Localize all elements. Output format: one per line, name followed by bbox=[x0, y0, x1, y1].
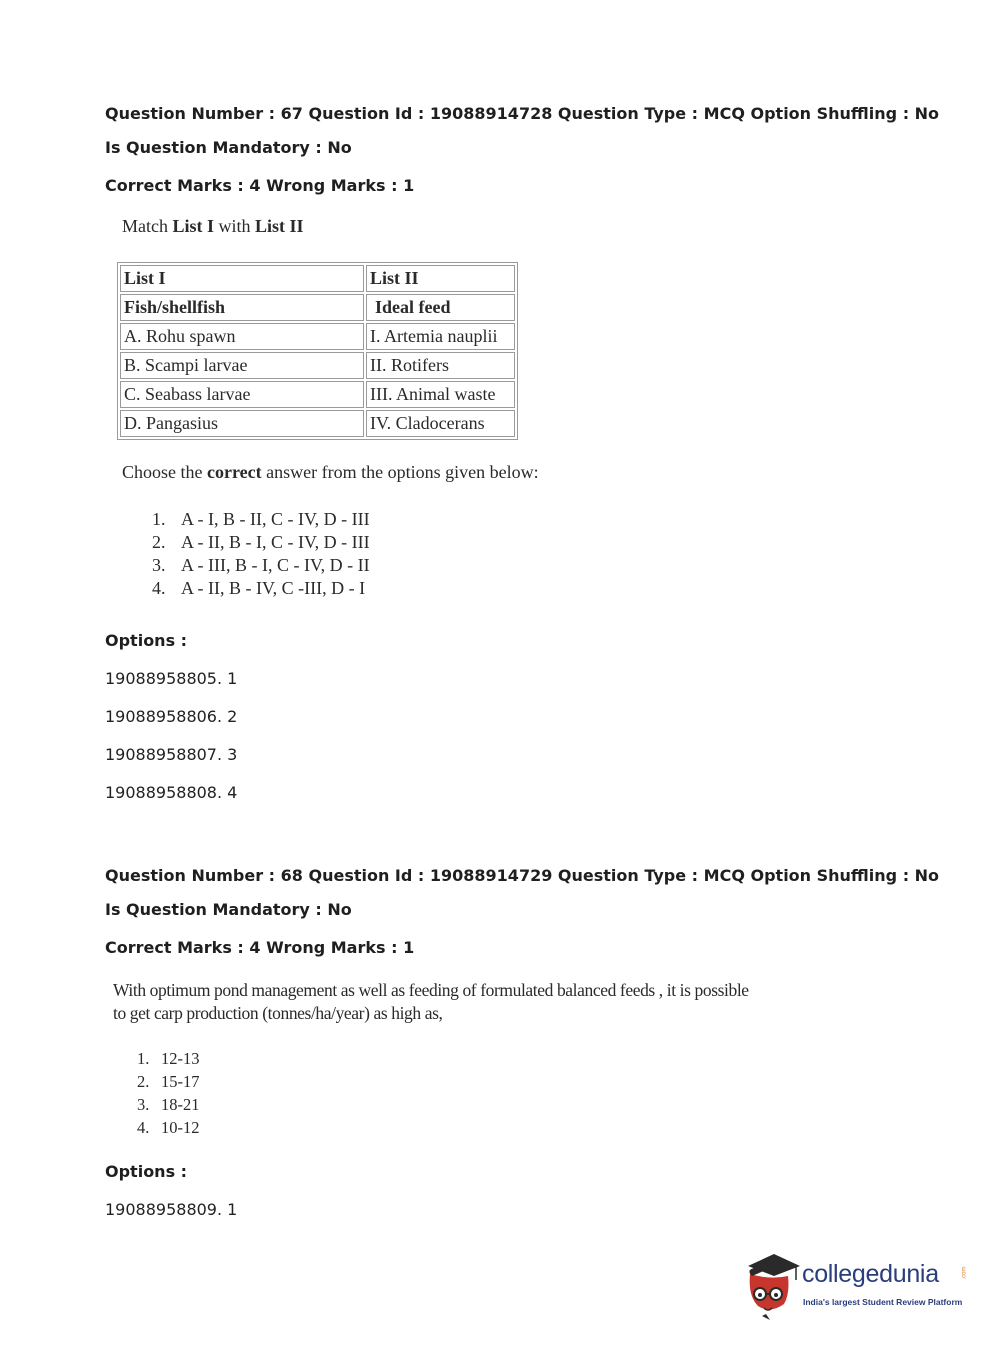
q68-answer-list bbox=[137, 1047, 200, 1139]
table-cell: IV. Cladocerans bbox=[366, 410, 515, 437]
q67-options-label: Options : bbox=[105, 631, 188, 650]
table-row bbox=[120, 352, 515, 379]
list-item: 4. 10-12 bbox=[137, 1118, 200, 1137]
table-row bbox=[120, 294, 515, 321]
list-item: 3. A - III, B - I, C - IV, D - II bbox=[152, 555, 370, 575]
list-item: 2. 15-17 bbox=[137, 1072, 200, 1091]
q68-header-line1: Question Number : 68 Question Id : 19088914729 Question Type : MCQ Option Shuffling : No bbox=[105, 866, 940, 885]
option-item: 19088958806. 2 bbox=[105, 707, 238, 726]
table-cell: List II bbox=[366, 265, 515, 292]
mascot-icon bbox=[740, 1250, 802, 1322]
option-item: 19088958805. 1 bbox=[105, 669, 238, 688]
q68-marks: Correct Marks : 4 Wrong Marks : 1 bbox=[105, 938, 415, 957]
table-cell: II. Rotifers bbox=[366, 352, 515, 379]
table-cell: A. Rohu spawn bbox=[120, 323, 364, 350]
q68-options-label: Options : bbox=[105, 1162, 188, 1181]
list-item: 3. 18-21 bbox=[137, 1095, 200, 1114]
table-cell: Ideal feed bbox=[366, 294, 515, 321]
table-row bbox=[120, 323, 515, 350]
logo-tagline: India's largest Student Review Platform bbox=[803, 1297, 963, 1307]
q67-choose-instruction: Choose the correct answer from the options given below: bbox=[122, 462, 539, 482]
table-cell: III. Animal waste bbox=[366, 381, 515, 408]
logo-dotcom: .com bbox=[961, 1266, 968, 1280]
list-item: 1. 12-13 bbox=[137, 1049, 200, 1068]
list-item: 1. A - I, B - II, C - IV, D - III bbox=[152, 509, 370, 529]
table-cell: List I bbox=[120, 265, 364, 292]
q68-stem: With optimum pond management as well as feeding of formulated balanced feeds , it is possible to get carp production (tonnes/ha/year) as high as, bbox=[113, 980, 749, 1023]
table-row bbox=[120, 265, 515, 292]
collegedunia-logo bbox=[740, 1250, 970, 1322]
q67-marks: Correct Marks : 4 Wrong Marks : 1 bbox=[105, 176, 415, 195]
option-item: 19088958809. 1 bbox=[105, 1200, 238, 1219]
q68-header-line2: Is Question Mandatory : No bbox=[105, 900, 352, 919]
match-table bbox=[117, 262, 518, 440]
q67-header-line2: Is Question Mandatory : No bbox=[105, 138, 352, 157]
q67-stem: Match List I with List II bbox=[122, 216, 304, 236]
table-cell: C. Seabass larvae bbox=[120, 381, 364, 408]
table-cell: D. Pangasius bbox=[120, 410, 364, 437]
option-item: 19088958808. 4 bbox=[105, 783, 238, 802]
table-cell: B. Scampi larvae bbox=[120, 352, 364, 379]
table-cell: Fish/shellfish bbox=[120, 294, 364, 321]
option-item: 19088958807. 3 bbox=[105, 745, 238, 764]
table-row bbox=[120, 410, 515, 437]
table-row bbox=[120, 381, 515, 408]
q67-answer-list bbox=[152, 508, 370, 600]
list-item: 4. A - II, B - IV, C -III, D - I bbox=[152, 578, 366, 598]
q67-header-line1: Question Number : 67 Question Id : 19088914728 Question Type : MCQ Option Shuffling : No bbox=[105, 104, 940, 123]
logo-wordmark: collegedunia bbox=[802, 1260, 939, 1288]
list-item: 2. A - II, B - I, C - IV, D - III bbox=[152, 532, 370, 552]
table-cell: I. Artemia nauplii bbox=[366, 323, 515, 350]
